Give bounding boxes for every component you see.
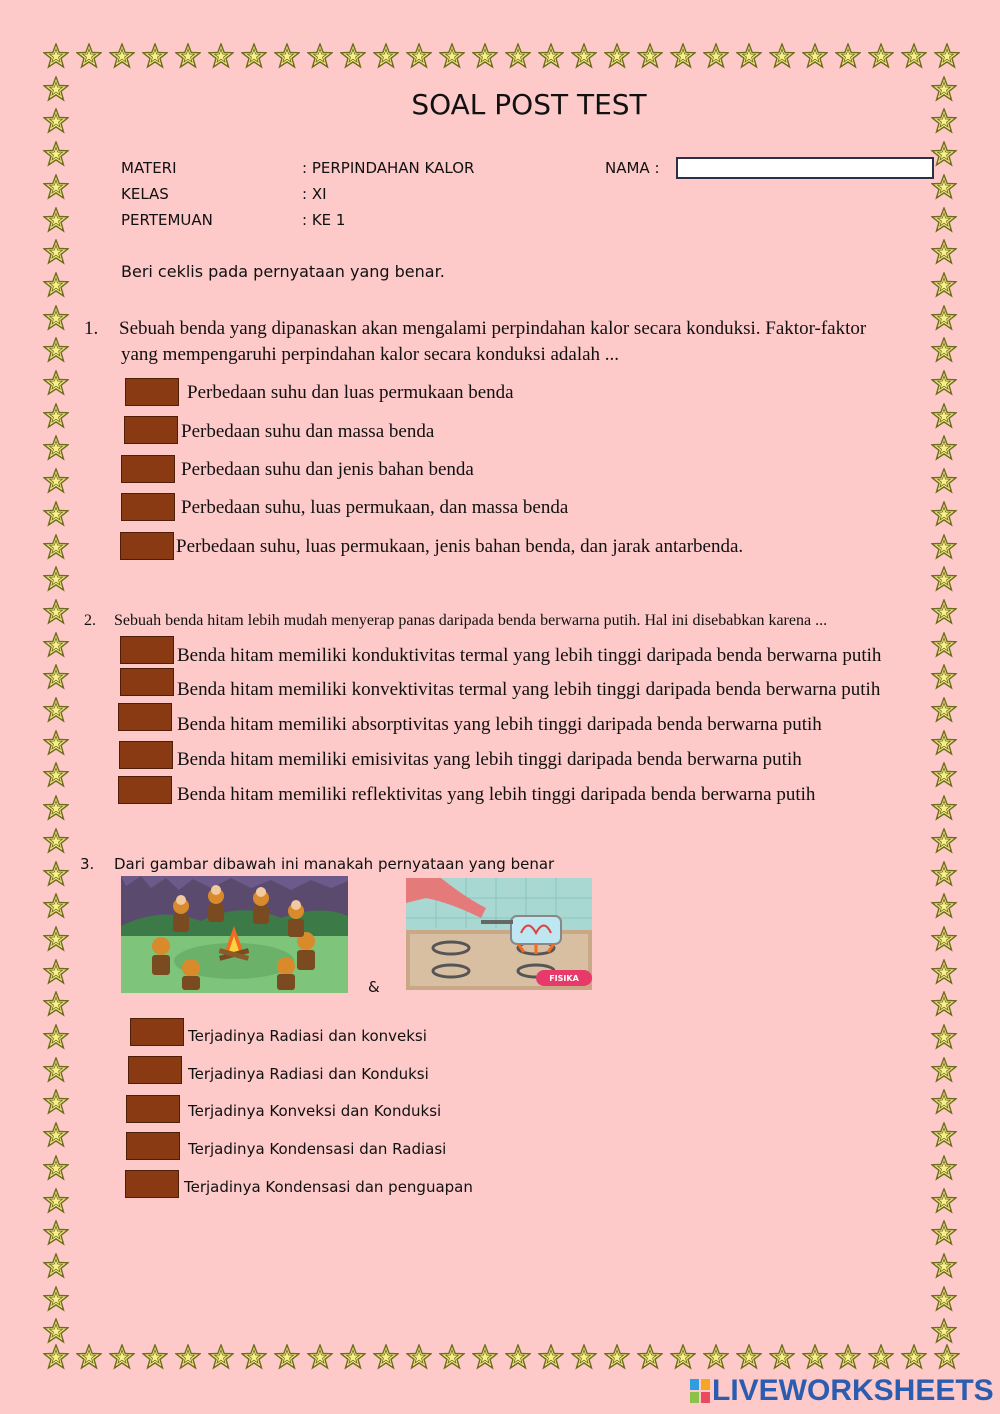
- star-icon: [241, 43, 267, 69]
- star-icon: [931, 599, 957, 625]
- star-icon: [43, 1057, 69, 1083]
- star-icon: [604, 43, 630, 69]
- star-icon: [931, 959, 957, 985]
- campfire-image: [121, 876, 348, 993]
- star-icon: [43, 762, 69, 788]
- star-icon: [505, 43, 531, 69]
- star-icon: [43, 435, 69, 461]
- star-icon: [43, 1286, 69, 1312]
- star-icon: [406, 1344, 432, 1370]
- star-icon: [931, 337, 957, 363]
- star-icon: [373, 43, 399, 69]
- star-icon: [43, 337, 69, 363]
- star-icon: [43, 1188, 69, 1214]
- nama-label: NAMA :: [605, 159, 660, 177]
- star-icon: [43, 1344, 69, 1370]
- fisika-label: FISIKA: [549, 974, 579, 983]
- star-icon: [637, 43, 663, 69]
- star-icon: [931, 174, 957, 200]
- star-icon: [43, 370, 69, 396]
- star-icon: [931, 1253, 957, 1279]
- star-icon: [931, 468, 957, 494]
- star-icon: [43, 828, 69, 854]
- q1-option-5-label: Perbedaan suhu, luas permukaan, jenis bahan benda, dan jarak antarbenda.: [176, 536, 744, 557]
- star-icon: [43, 239, 69, 265]
- pertemuan-label: PERTEMUAN: [121, 211, 213, 229]
- star-icon: [43, 174, 69, 200]
- q2-option-1-checkbox[interactable]: [120, 636, 174, 664]
- materi-label: MATERI: [121, 159, 177, 177]
- star-icon: [931, 1318, 957, 1344]
- star-icon: [43, 141, 69, 167]
- star-icon: [307, 43, 333, 69]
- star-icon: [505, 1344, 531, 1370]
- star-icon: [43, 599, 69, 625]
- star-icon: [43, 730, 69, 756]
- q2-option-3-checkbox[interactable]: [118, 703, 172, 731]
- star-icon: [934, 1344, 960, 1370]
- stove-image: [406, 878, 592, 990]
- kelas-value: : XI: [302, 185, 327, 203]
- q2-option-4-checkbox[interactable]: [119, 741, 173, 769]
- star-icon: [802, 1344, 828, 1370]
- q2-option-5-checkbox[interactable]: [118, 776, 172, 804]
- star-icon: [931, 272, 957, 298]
- star-icon: [931, 795, 957, 821]
- star-icon: [43, 1253, 69, 1279]
- q3-option-5-checkbox[interactable]: [125, 1170, 179, 1198]
- star-icon: [43, 1155, 69, 1181]
- q3-option-3-label: Terjadinya Konveksi dan Konduksi: [188, 1102, 442, 1120]
- nama-input[interactable]: [676, 157, 934, 179]
- q2-option-5-label: Benda hitam memiliki reflektivitas yang lebih tinggi daripada benda berwarna putih: [177, 784, 816, 805]
- star-icon: [538, 1344, 564, 1370]
- star-icon: [670, 1344, 696, 1370]
- star-icon: [901, 43, 927, 69]
- q1-option-2-checkbox[interactable]: [124, 416, 178, 444]
- q2-text: Sebuah benda hitam lebih mudah menyerap panas daripada benda berwarna putih. Hal ini disebabkan karena ...: [114, 612, 828, 629]
- star-icon: [208, 1344, 234, 1370]
- q3-option-4-label: Terjadinya Kondensasi dan Radiasi: [188, 1140, 447, 1158]
- q1-option-1-label: Perbedaan suhu dan luas permukaan benda: [187, 382, 514, 403]
- q1-option-3-checkbox[interactable]: [121, 455, 175, 483]
- star-icon: [43, 305, 69, 331]
- star-icon: [931, 370, 957, 396]
- star-icon: [43, 1318, 69, 1344]
- star-icon: [931, 501, 957, 527]
- q1-option-4-label: Perbedaan suhu, luas permukaan, dan massa benda: [181, 497, 569, 518]
- star-icon: [43, 697, 69, 723]
- star-icon: [931, 1024, 957, 1050]
- star-icon: [835, 1344, 861, 1370]
- star-icon: [43, 893, 69, 919]
- q3-number: 3.: [80, 855, 95, 873]
- q2-option-2-checkbox[interactable]: [120, 668, 174, 696]
- star-icon: [868, 1344, 894, 1370]
- star-icon: [703, 43, 729, 69]
- star-icon: [703, 1344, 729, 1370]
- star-icon: [868, 43, 894, 69]
- star-icon: [931, 435, 957, 461]
- star-icon: [109, 43, 135, 69]
- star-icon: [43, 959, 69, 985]
- star-icon: [931, 861, 957, 887]
- star-icon: [931, 926, 957, 952]
- star-icon: [43, 534, 69, 560]
- star-icon: [931, 893, 957, 919]
- page-title: SOAL POST TEST: [411, 88, 647, 121]
- star-icon: [142, 1344, 168, 1370]
- star-icon: [931, 828, 957, 854]
- star-icon: [931, 664, 957, 690]
- q3-option-1-checkbox[interactable]: [130, 1018, 184, 1046]
- star-icon: [931, 1286, 957, 1312]
- star-icon: [931, 1122, 957, 1148]
- q2-option-4-label: Benda hitam memiliki emisivitas yang lebih tinggi daripada benda berwarna putih: [177, 749, 802, 770]
- star-icon: [307, 1344, 333, 1370]
- star-icon: [340, 43, 366, 69]
- star-icon: [931, 1220, 957, 1246]
- star-icon: [142, 43, 168, 69]
- star-icon: [571, 1344, 597, 1370]
- q1-option-2-label: Perbedaan suhu dan massa benda: [181, 421, 435, 442]
- star-icon: [571, 43, 597, 69]
- q3-option-2-checkbox[interactable]: [128, 1056, 182, 1084]
- star-icon: [43, 795, 69, 821]
- star-icon: [439, 1344, 465, 1370]
- star-icon: [736, 43, 762, 69]
- star-icon: [43, 207, 69, 233]
- star-icon: [43, 926, 69, 952]
- star-icon: [43, 991, 69, 1017]
- star-icon: [175, 1344, 201, 1370]
- star-icon: [901, 1344, 927, 1370]
- star-icon: [274, 1344, 300, 1370]
- star-icon: [373, 1344, 399, 1370]
- star-icon: [931, 991, 957, 1017]
- q1-option-4-checkbox[interactable]: [121, 493, 175, 521]
- star-icon: [43, 1089, 69, 1115]
- q2-option-3-label: Benda hitam memiliki absorptivitas yang lebih tinggi daripada benda berwarna putih: [177, 714, 822, 735]
- star-icon: [43, 632, 69, 658]
- star-icon: [43, 403, 69, 429]
- star-icon: [835, 43, 861, 69]
- star-icon: [439, 43, 465, 69]
- liveworksheets-logo[interactable]: [690, 1374, 994, 1408]
- star-icon: [802, 43, 828, 69]
- star-icon: [109, 1344, 135, 1370]
- star-icon: [931, 730, 957, 756]
- star-icon: [43, 501, 69, 527]
- star-icon: [637, 1344, 663, 1370]
- star-icon: [931, 1155, 957, 1181]
- q1-text-line1: Sebuah benda yang dipanaskan akan mengalami perpindahan kalor secara konduksi. Faktor-faktor: [119, 318, 867, 339]
- q1-option-1-checkbox[interactable]: [125, 378, 179, 406]
- q3-option-2-label: Terjadinya Radiasi dan Konduksi: [188, 1065, 429, 1083]
- star-icon: [769, 43, 795, 69]
- liveworksheets-logo-icon: [690, 1379, 710, 1403]
- star-icon: [931, 305, 957, 331]
- star-icon: [208, 43, 234, 69]
- star-icon: [43, 1122, 69, 1148]
- q3-option-1-label: Terjadinya Radiasi dan konveksi: [188, 1027, 427, 1045]
- star-icon: [340, 1344, 366, 1370]
- pertemuan-value: : KE 1: [302, 211, 346, 229]
- q2-number: 2.: [84, 612, 96, 629]
- q3-option-4-checkbox[interactable]: [126, 1132, 180, 1160]
- star-icon: [931, 239, 957, 265]
- star-icon: [931, 1057, 957, 1083]
- star-icon: [604, 1344, 630, 1370]
- liveworksheets-logo-text: LIVEWORKSHEETS: [712, 1374, 994, 1407]
- ampersand: &: [368, 978, 380, 996]
- star-icon: [43, 468, 69, 494]
- star-icon: [76, 1344, 102, 1370]
- q3-text: Dari gambar dibawah ini manakah pernyataan yang benar: [114, 855, 555, 873]
- star-icon: [931, 403, 957, 429]
- star-icon: [931, 762, 957, 788]
- star-icon: [670, 43, 696, 69]
- kelas-label: KELAS: [121, 185, 169, 203]
- star-icon: [274, 43, 300, 69]
- star-icon: [43, 861, 69, 887]
- star-icon: [934, 43, 960, 69]
- star-icon: [931, 566, 957, 592]
- star-icon: [43, 43, 69, 69]
- q3-option-5-label: Terjadinya Kondensasi dan penguapan: [184, 1178, 473, 1196]
- instruction: Beri ceklis pada pernyataan yang benar.: [121, 262, 445, 281]
- q1-number: 1.: [84, 318, 99, 339]
- star-icon: [931, 207, 957, 233]
- star-icon: [76, 43, 102, 69]
- star-icon: [472, 43, 498, 69]
- star-icon: [241, 1344, 267, 1370]
- star-icon: [43, 664, 69, 690]
- star-icon: [43, 272, 69, 298]
- star-icon: [931, 534, 957, 560]
- star-icon: [43, 1024, 69, 1050]
- star-icon: [538, 43, 564, 69]
- q1-text-line2: yang mempengaruhi perpindahan kalor secara konduksi adalah ...: [121, 344, 620, 365]
- star-icon: [43, 1220, 69, 1246]
- q3-option-3-checkbox[interactable]: [126, 1095, 180, 1123]
- star-icon: [472, 1344, 498, 1370]
- star-icon: [43, 566, 69, 592]
- star-icon: [769, 1344, 795, 1370]
- star-icon: [175, 43, 201, 69]
- star-icon: [736, 1344, 762, 1370]
- star-icon: [406, 43, 432, 69]
- star-icon: [931, 1188, 957, 1214]
- q1-option-5-checkbox[interactable]: [120, 532, 174, 560]
- q2-option-2-label: Benda hitam memiliki konvektivitas termal yang lebih tinggi daripada benda berwarna putih: [177, 679, 881, 700]
- q1-option-3-label: Perbedaan suhu dan jenis bahan benda: [181, 459, 474, 480]
- star-icon: [931, 141, 957, 167]
- star-icon: [931, 697, 957, 723]
- q2-option-1-label: Benda hitam memiliki konduktivitas termal yang lebih tinggi daripada benda berwarna putih: [177, 645, 882, 666]
- star-icon: [931, 1089, 957, 1115]
- materi-value: : PERPINDAHAN KALOR: [302, 159, 475, 177]
- star-icon: [931, 632, 957, 658]
